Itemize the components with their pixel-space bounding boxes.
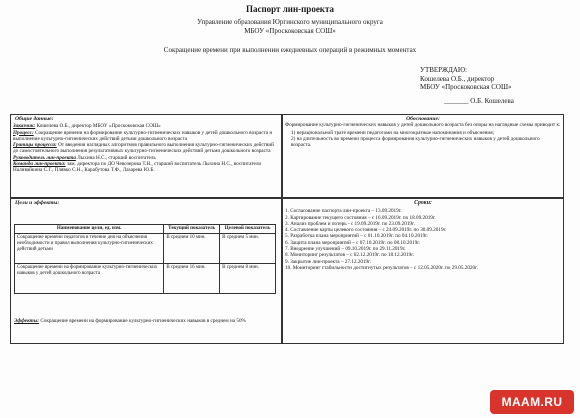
org-line-1: Управление образования Юргинского муниципального округа [197, 18, 383, 26]
watermark-logo: MAAM.RU [490, 390, 574, 414]
process-text: Сокращение времени на формирование культурно-гигиенических навыков у детей дошкольного возраста и выполнение культурно-гигиенических действий детьми дошкольного возраста [13, 129, 273, 142]
goal-name: Сокращение времени на формирование культурно-гигиенических навыков у детей дошкольного возраста [15, 264, 164, 294]
list-item: 2. Картирование текущего состояния – с 16.09.2019г. по 18.09.2019г. [285, 214, 436, 221]
bounds-line [13, 142, 279, 155]
team-line [13, 161, 279, 174]
approval-line-1: Кошелева О.Б., директор [420, 74, 495, 83]
terms-list [285, 208, 561, 271]
goal-current: В среднем 16 мин. [164, 264, 220, 294]
terms-heading: Сроки: [414, 200, 432, 206]
goal-target: В среднем 5 мин. [220, 234, 276, 264]
document-title: Паспорт лин-проекта [245, 4, 335, 14]
approval-line-2: МБОУ «Проскоковская СОШ» [420, 83, 512, 91]
effects-label: Эффекты: [14, 318, 40, 324]
list-item: 9. Закрытие лин-проекта – 27.12.2019г. [285, 258, 371, 265]
project-subject: Сокращение времени при выполнении ежедневных операций в режимных моментах [163, 46, 417, 54]
team-text: зам. директора по ДО Чевозерова Т.Н., старший воспитатель Лыхина Н.С., воспитатели Наливайкина С.Г., Плявко С.Н., Карабутова Т.Ф., Лазарева Ю.Б. [13, 161, 262, 174]
goals-col-name: Наименование цели, ед. изм. [15, 225, 164, 234]
rationale-cell [282, 114, 564, 198]
bounds-label: Границы процесса: [13, 142, 57, 149]
goal-target: В среднем 8 мин. [220, 264, 276, 294]
table-row [15, 234, 276, 264]
table-row [15, 264, 276, 294]
leader-label: Руководитель лин-проекта [13, 154, 76, 161]
bounds-text: От введения наглядных алгоритмов правильного выполнения культурно-гигиенических действий до самостоятельного выполнения результативных культурно-гигиенических действий детьми дошкольного возраста [13, 142, 274, 155]
organization-block [0, 18, 580, 36]
goals-table-header [15, 225, 276, 234]
goals-heading: Цели и эффекты: [15, 200, 60, 206]
effects-line [14, 318, 276, 324]
process-label: Процесс: [13, 129, 34, 136]
leader-text: Лыхина Н.С., старший воспитатель [77, 154, 156, 161]
rationale-item: 1) нерациональной трате времени педагогами на многократные напоминания и объяснения; [291, 129, 495, 136]
approval-heading: УТВЕРЖДАЮ: [420, 66, 468, 74]
goals-col-current: Текущий показатель [164, 225, 220, 234]
general-heading: Общие данные: [15, 116, 54, 122]
goal-name: Сокращение времени педагогов в течение дня на объяснения необходимости и правил выполнения культурно-гигиенических действий детьми [15, 234, 164, 264]
list-item: 7. Внедрение улучшений – 09.10.2019г. по 29.11.2019г. [285, 246, 406, 253]
list-item: 3. Анализ проблем и потерь - с 19.09.2019г. по 23.09.2019г. [285, 220, 415, 227]
org-line-2: МБОУ «Проскоковская СОШ» [244, 27, 336, 35]
customer-text: Кошелева О.Б., директор МБОУ «Проскоковская СОШ» [36, 123, 161, 130]
approval-block [420, 66, 570, 105]
list-item: 8. Мониторинг результатов – с 02.12.2019г. по 18.12.2019г. [285, 252, 415, 259]
goal-current: В среднем 10 мин. [164, 234, 220, 264]
goals-table [14, 224, 276, 294]
rationale-intro: Формирование культурно-гигиенических навыков у детей дошкольного возраста без опоры на наглядные схемы приводит к: [285, 122, 561, 129]
goals-col-target: Целевой показатель [220, 225, 276, 234]
terms-cell [282, 198, 564, 344]
list-item: 10. Мониторинг стабильности достигнутых результатов – с 12.05.2020г. по 29.05.2020г. [285, 264, 478, 271]
effects-text: Сокращение времени на формирование культурно-гигиенических навыков в среднем на 50% [40, 318, 246, 324]
approval-signature: _______ О.Б. Кошелева [444, 96, 514, 105]
general-data-cell [10, 114, 282, 198]
rationale-item: 2) на длительность во времени процесса формирования культурно-гигиенических навыков у детей дошкольного возраста. [291, 135, 540, 149]
list-item: 5. Разработка плана мероприятий – с 01.10.2019г. по 04.10.2019г. [285, 233, 429, 240]
list-item: 4. Составление карты целевого состояния – с 24.09.2019г. по 30.09.2019г. [285, 227, 447, 234]
list-item: 1. Согласование паспорта лин-проекта – 13.09.2019г. [285, 208, 402, 215]
rationale-heading: Обоснование: [406, 116, 440, 122]
customer-label: Заказчик: [13, 123, 36, 130]
process-line [13, 130, 279, 143]
list-item: 6. Защита плана мероприятий – с 07.10.2019г. по 08.10.2019г. [285, 239, 421, 246]
team-label: Команда лин-проекта: [13, 161, 66, 168]
